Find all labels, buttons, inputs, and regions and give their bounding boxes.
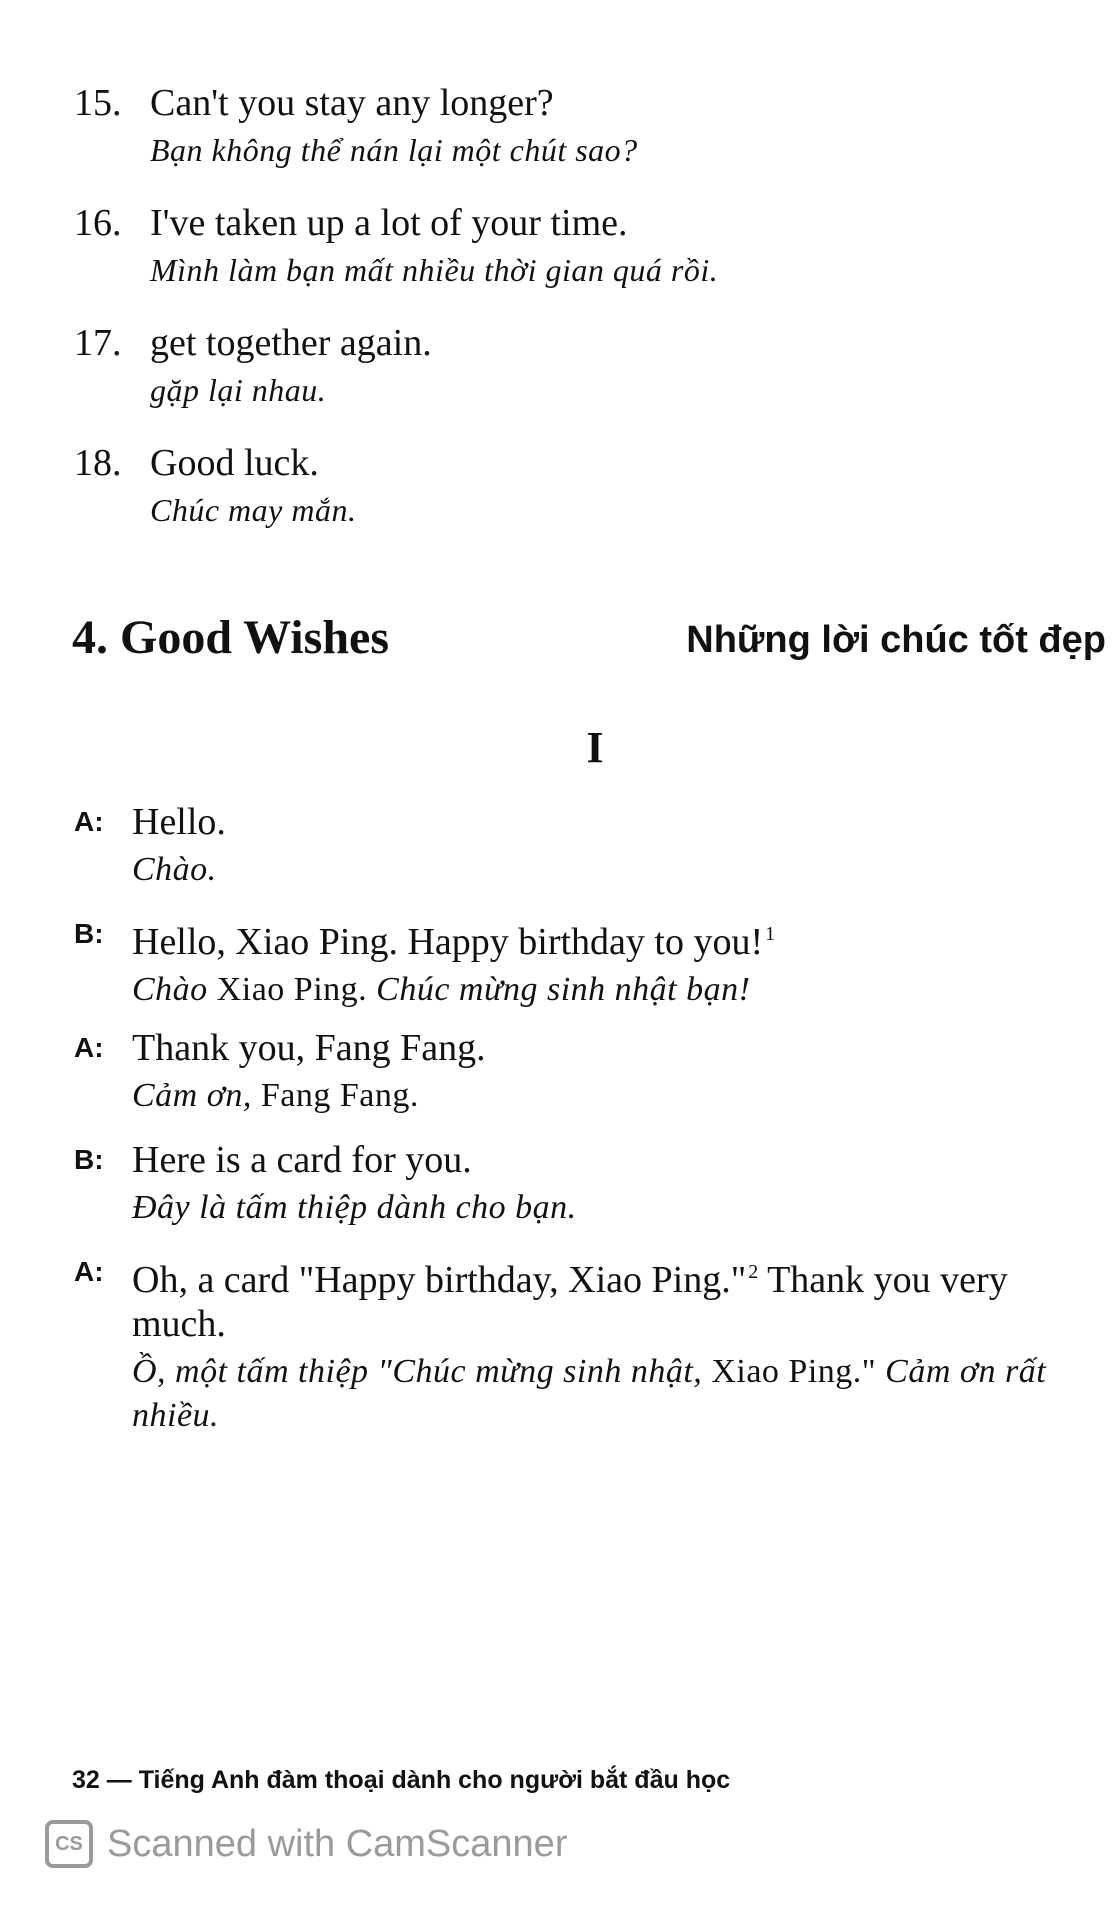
dialogue-vietnamese-part: Cảm ơn, [132,1077,252,1114]
phrase-english: Can't you stay any longer? [150,82,554,124]
footnote-marker: 2 [748,1261,759,1283]
watermark-text: Scanned with CamScanner [107,1823,568,1865]
speaker-label: B: [74,1144,104,1175]
book-title: — Tiếng Anh đàm thoại dành cho người bắt đầu học [106,1766,731,1794]
dialogue-vietnamese [132,968,1104,1012]
dialogue-vietnamese-part: Chào [132,971,208,1008]
footnote-marker: 1 [765,923,776,945]
phrase-number: 16. [74,202,122,244]
phrase-number: 17. [74,322,122,364]
dialogue-name: Xiao Ping." [711,1353,877,1390]
dialogue-line [74,1250,1104,1438]
phrase-english: get together again. [150,322,432,364]
speaker-label: B: [74,918,104,949]
dialogue-english-text: Thank you very much. [132,1259,1008,1345]
dialogue-english-text: Oh, a card "Happy birthday, Xiao Ping." [132,1259,747,1301]
dialogue-vietnamese: Chào. [132,851,217,888]
speaker-label: A: [74,1256,104,1287]
dialogue-english-text: Hello, Xiao Ping. Happy birthday to you! [132,921,764,963]
dialogue-english: Hello. [132,801,226,843]
speaker-label: A: [74,1032,104,1063]
dialogue-vietnamese-part: Cảm ơn rất nhiều. [132,1353,1047,1434]
dialogue-name: Fang Fang. [260,1077,419,1114]
dialogue-name: Xiao Ping. [216,971,368,1008]
dialogue-line [74,1138,1104,1230]
camscanner-watermark [45,1818,567,1870]
dialogue-line [74,1026,1104,1118]
dialogue-vietnamese [132,1350,1104,1438]
dialogue-vietnamese [132,1074,1104,1118]
phrase-english: I've taken up a lot of your time. [150,202,628,244]
phrase-vietnamese: gặp lại nhau. [150,372,327,408]
dialogue-english: Here is a card for you. [132,1139,472,1181]
speaker-label: A: [74,806,104,837]
page-footer [72,1764,730,1796]
section-title: 4. Good Wishes [72,611,389,664]
phrase-vietnamese: Bạn không thể nán lại một chút sao? [150,132,638,168]
dialogue-vietnamese-part: Chúc mừng sinh nhật bạn! [376,971,751,1008]
camscanner-logo-icon: CS [45,1820,93,1868]
page-number: 32 [72,1766,100,1794]
dialogue-english: Thank you, Fang Fang. [132,1027,486,1069]
dialogue-vietnamese-part: Ồ, một tấm thiệp "Chúc mừng sinh nhật, [132,1353,703,1390]
dialogue-line [74,912,1104,1012]
dialogue-line [74,800,1104,892]
dialogue-english [132,1250,1104,1346]
section-title-vietnamese: Những lời chúc tốt đẹp [686,619,1106,661]
phrase-number: 18. [74,442,122,484]
dialogue-vietnamese: Đây là tấm thiệp dành cho bạn. [132,1189,577,1226]
phrase-vietnamese: Mình làm bạn mất nhiều thời gian quá rồi. [150,252,719,288]
phrase-english: Good luck. [150,442,319,484]
phrase-number: 15. [74,82,122,124]
part-label: I [586,723,604,772]
phrase-vietnamese: Chúc may mắn. [150,492,357,528]
dialogue-english [132,912,1104,964]
